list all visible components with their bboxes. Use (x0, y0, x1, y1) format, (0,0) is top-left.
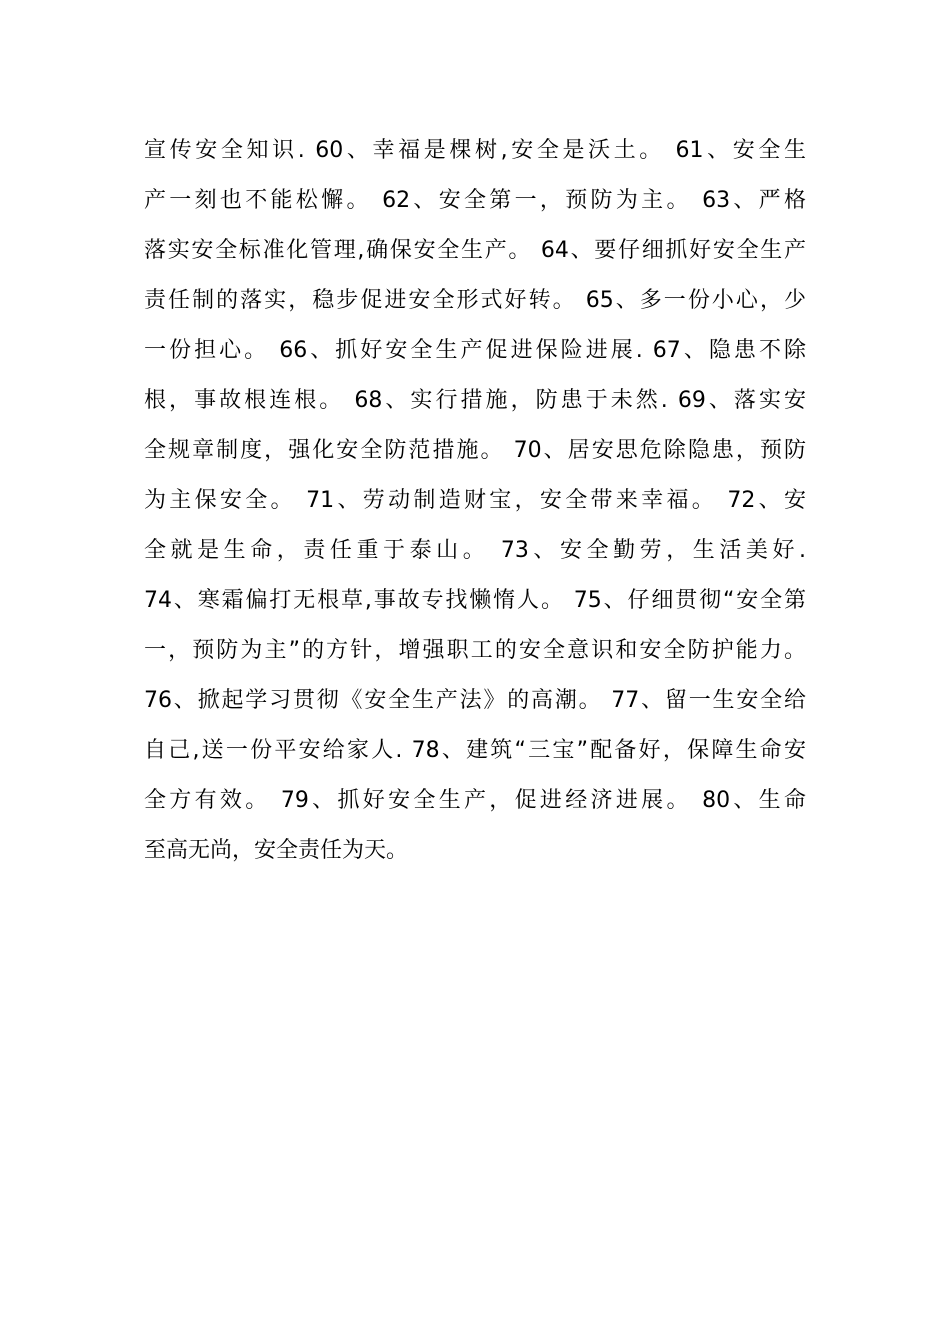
text-line: 为主保安全。 71、劳动制造财宝，安全带来幸福。 72、安 (144, 488, 806, 513)
text-line: 根，事故根连根。 68、实行措施，防患于未然. 69、落实安 (144, 388, 806, 413)
body-text (144, 126, 806, 876)
text-line: 全就是生命，责任重于泰山。 73、安全勤劳，生活美好. (144, 538, 806, 563)
text-line: 一，预防为主”的方针，增强职工的安全意识和安全防护能力。 (144, 638, 806, 663)
text-line: 责任制的落实，稳步促进安全形式好转。 65、多一份小心，少 (144, 288, 806, 313)
text-line: 产一刻也不能松懈。 62、安全第一，预防为主。 63、严格 (144, 188, 806, 213)
text-line: 全方有效。 79、抓好安全生产，促进经济进展。 80、生命 (144, 788, 806, 813)
text-line: 落实安全标准化管理,确保安全生产。 64、要仔细抓好安全生产 (144, 238, 806, 263)
text-line: 一份担心。 66、抓好安全生产促进保险进展. 67、隐患不除 (144, 338, 806, 363)
text-line: 宣传安全知识. 60、幸福是棵树,安全是沃土。 61、安全生 (144, 138, 806, 163)
text-line: 至高无尚，安全责任为天。 (144, 838, 409, 863)
text-line: 74、寒霜偏打无根草,事故专找懒惰人。 75、仔细贯彻“安全第 (144, 588, 806, 613)
text-line: 全规章制度，强化安全防范措施。 70、居安思危除隐患，预防 (144, 438, 806, 463)
text-line: 76、掀起学习贯彻《安全生产法》的高潮。 77、留一生安全给 (144, 688, 806, 713)
text-line: 自己,送一份平安给家人. 78、建筑“三宝”配备好，保障生命安 (144, 738, 806, 763)
